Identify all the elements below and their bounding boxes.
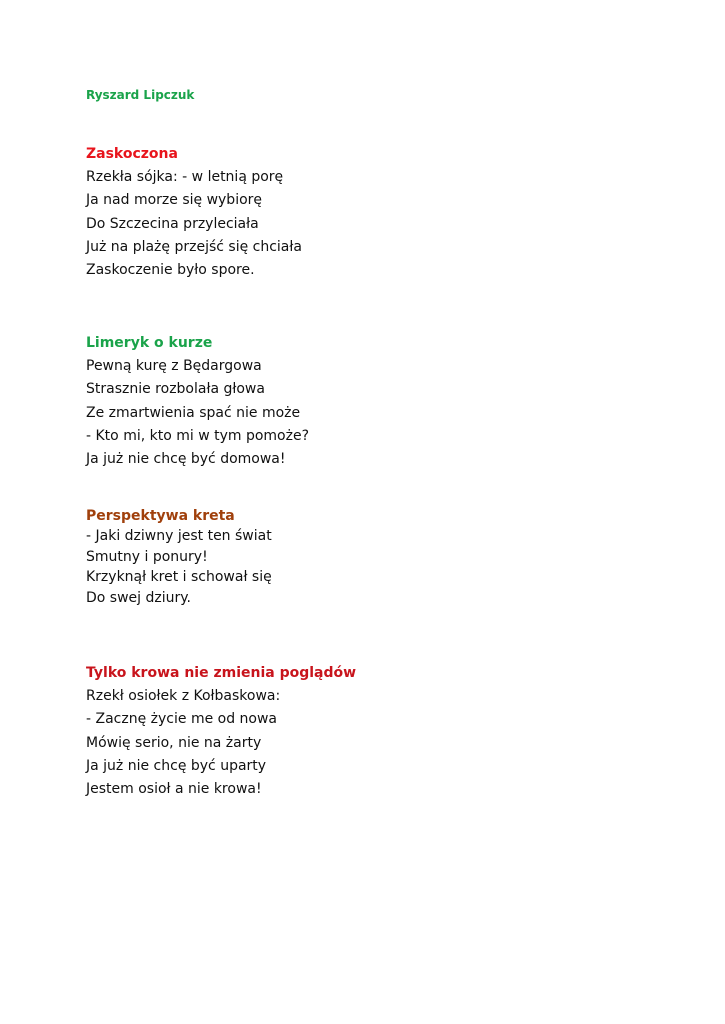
poem-limeryk-o-kurze (86, 332, 309, 471)
poem-line: Ja już nie chcę być uparty (86, 757, 267, 774)
poem-title: Zaskoczona (86, 146, 178, 162)
poem-line: Jestem osioł a nie krowa! (86, 781, 262, 798)
poem-lines (86, 355, 309, 471)
poem-line: Do Szczecina przyleciała (86, 215, 259, 232)
poem-line: - Jaki dziwny jest ten świat (86, 528, 272, 544)
poem-title: Limeryk o kurze (86, 335, 213, 351)
poem-line: Rzekł osiołek z Kołbaskowa: (86, 688, 281, 704)
poem-line: Już na plażę przejść się chciała (86, 238, 302, 255)
poem-line: Rzekła sójka: - w letnią porę (86, 169, 284, 185)
poem-lines (86, 166, 302, 282)
poem-line: Strasznie rozbolała głowa (86, 381, 265, 398)
poem-title: Perspektywa kreta (86, 508, 235, 524)
poem-line: - Zacznę życie me od nowa (86, 711, 278, 728)
poem-perspektywa-kreta (86, 506, 272, 608)
poem-line: Krzyknął kret i schował się (86, 569, 272, 585)
poem-title: Tylko krowa nie zmienia poglądów (86, 665, 357, 681)
poem-line: Pewną kurę z Będargowa (86, 358, 262, 374)
poem-line: Ja nad morze się wybiorę (86, 192, 263, 209)
poem-line: Do swej dziury. (86, 589, 191, 606)
poem-lines (86, 685, 356, 801)
poem-lines (86, 526, 272, 608)
poem-line: - Kto mi, kto mi w tym pomoże? (86, 427, 310, 444)
poem-zaskoczona (86, 143, 302, 282)
poem-tylko-krowa (86, 662, 356, 801)
author-name: Ryszard Lipczuk (86, 88, 195, 102)
poem-line: Mówię serio, nie na żarty (86, 734, 262, 751)
poem-line: Ja już nie chcę być domowa! (86, 451, 286, 468)
poem-line: Zaskoczenie było spore. (86, 262, 255, 279)
poem-line: Ze zmartwienia spać nie może (86, 404, 301, 421)
poem-line: Smutny i ponury! (86, 548, 208, 565)
